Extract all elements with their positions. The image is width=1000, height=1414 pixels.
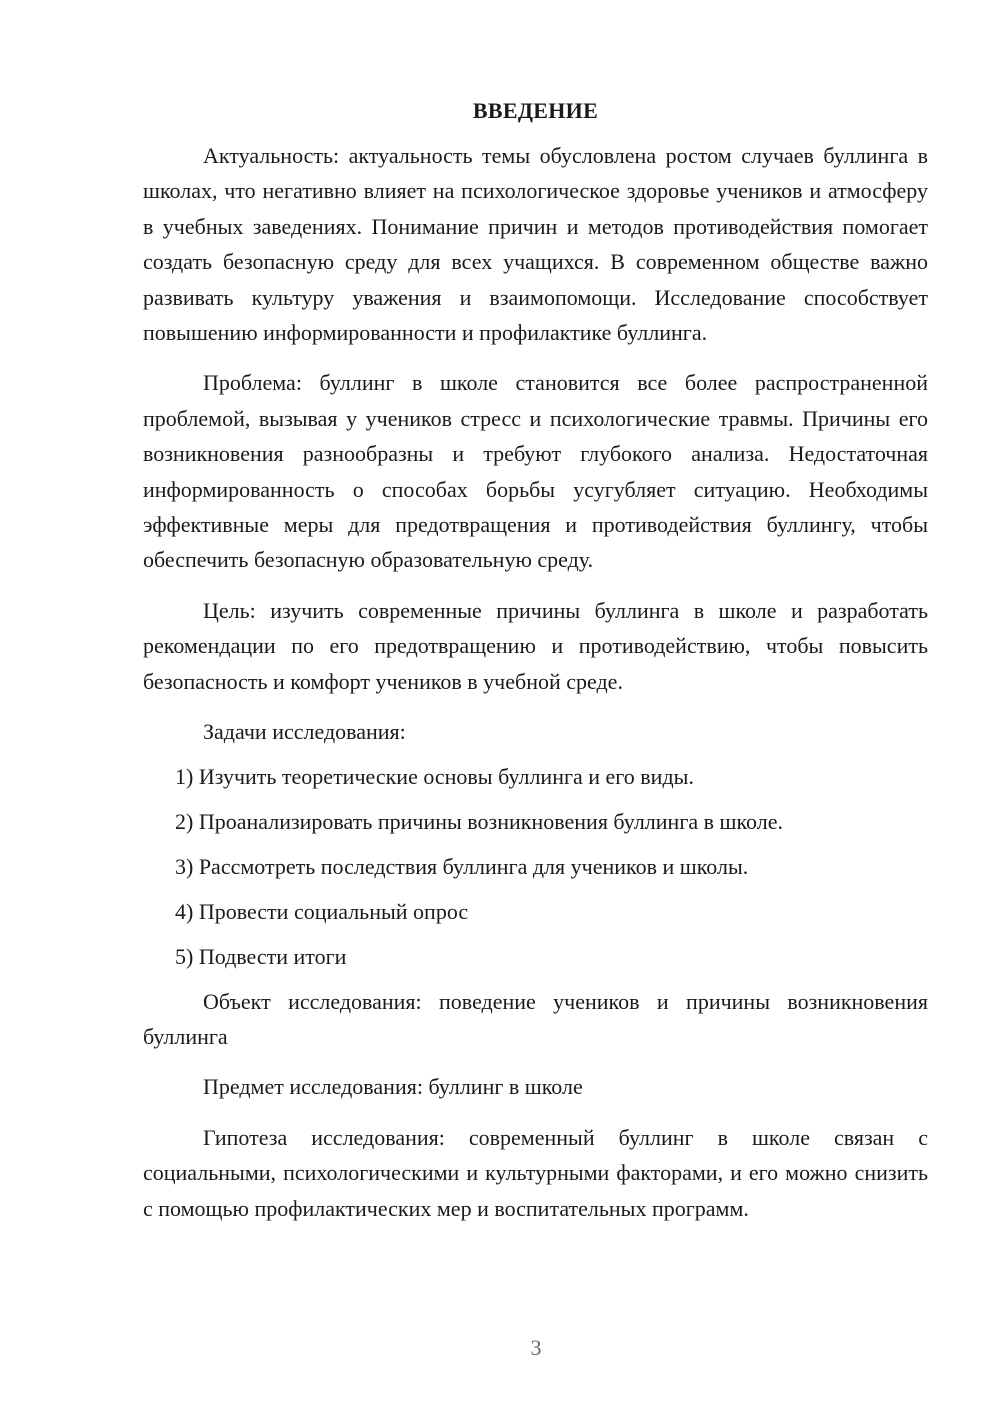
object-paragraph: Объект исследования: поведение учеников и причины возникновения буллинга xyxy=(143,988,928,1049)
hypothesis-paragraph: Гипотеза исследования: современный буллинг в школе связан с социальными, психологическими и культурными факторами, и его можно снизить с помощью профилактических мер и воспитательных программ. xyxy=(143,1124,928,1221)
task-item: 2) Проанализировать причины возникновения буллинга в школе. xyxy=(175,808,783,834)
task-item: 4) Провести социальный опрос xyxy=(175,898,469,924)
task-item: 1) Изучить теоретические основы буллинга и его виды. xyxy=(175,763,694,789)
section-title: ВВЕДЕНИЕ xyxy=(472,98,599,123)
task-item: 3) Рассмотреть последствия буллинга для учеников и школы. xyxy=(175,853,749,879)
problem-paragraph: Проблема: буллинг в школе становится все более распространенной проблемой, вызывая у учеников стресс и психологические травмы. Причины его возникновения разнообразны и требуют глубокого анализа. Недостаточная информированность о способах борьбы усугубляет ситуацию. Необходимы эффективные меры для предотвращения и противодействия буллингу, чтобы обеспечить безопасную образовательную среду. xyxy=(143,370,928,573)
task-item: 5) Подвести итоги xyxy=(175,943,347,969)
relevance-paragraph: Актуальность: актуальность темы обусловлена ростом случаев буллинга в школах, что негативно влияет на психологическое здоровье учеников и атмосферу в учебных заведениях. Понимание причин и методов противодействия помогает создать безопасную среду для всех учащихся. В современном обществе важно развивать культуру уважения и взаимопомощи. Исследование способствует повышению информированности и профилактике буллинга. xyxy=(143,143,928,346)
subject-paragraph: Предмет исследования: буллинг в школе xyxy=(203,1074,583,1100)
tasks-heading: Задачи исследования: xyxy=(203,719,406,745)
goal-paragraph: Цель: изучить современные причины буллинга в школе и разработать рекомендации по его предотвращению и противодействию, чтобы повысить безопасность и комфорт учеников в учебной среде. xyxy=(143,597,928,694)
page-content xyxy=(143,93,928,1241)
tasks-list xyxy=(143,759,928,974)
page-number: 3 xyxy=(530,1335,542,1360)
